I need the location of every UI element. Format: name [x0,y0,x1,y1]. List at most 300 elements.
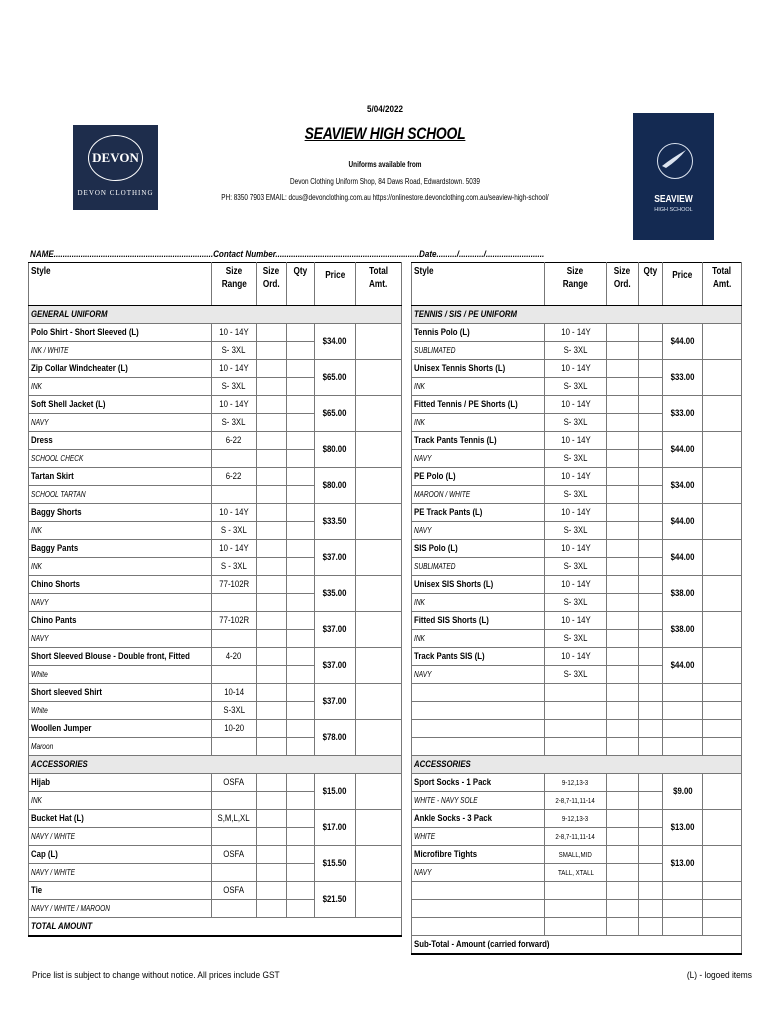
item-colour: INK / WHITE [29,342,212,360]
qty-cell[interactable] [287,810,315,828]
right-blank-rows-2 [412,882,742,936]
size-range-2: S - 3XL [212,558,257,576]
item-name: Dress [29,432,212,450]
qty-cell[interactable] [287,846,315,864]
item-row [29,576,402,594]
size-ordered-cell[interactable] [257,738,287,756]
item-row [412,576,742,594]
size-ordered-cell[interactable] [257,396,287,414]
item-colour: SCHOOL TARTAN [29,486,212,504]
item-colour: INK [29,558,212,576]
qty-cell[interactable] [287,720,315,738]
blank-cell[interactable] [607,684,639,702]
qty-cell[interactable] [287,522,315,540]
size-range-2 [212,738,257,756]
col-size-ord: Size Ord. [607,263,639,306]
total-cell[interactable] [703,810,742,846]
item-colour: INK [29,522,212,540]
blank-cell[interactable] [545,900,607,918]
item-colour: White [29,702,212,720]
size-range-2: S- 3XL [545,450,607,468]
total-cell[interactable] [703,774,742,810]
qty-cell[interactable] [287,684,315,702]
size-range: 10 - 14Y [545,432,607,450]
qty-cell[interactable] [639,468,663,486]
blank-cell[interactable] [607,720,639,738]
item-price: $21.50 [315,882,356,918]
size-ordered-cell[interactable] [257,342,287,360]
size-ordered-cell[interactable] [607,540,639,558]
blank-cell[interactable] [663,702,703,720]
qty-cell[interactable] [639,360,663,378]
item-row [29,810,402,828]
size-ordered-cell[interactable] [607,522,639,540]
size-range-2: S- 3XL [212,378,257,396]
qty-cell[interactable] [287,432,315,450]
item-colour: INK [412,594,545,612]
blank-cell[interactable] [703,882,742,900]
total-cell[interactable] [356,432,402,468]
blank-cell[interactable] [639,918,663,936]
item-name: Fitted SIS Shorts (L) [412,612,545,630]
size-ordered-cell[interactable] [607,648,639,666]
size-ordered-cell[interactable] [607,792,639,810]
sub-total: Sub-Total - Amount (carried forward) [412,936,742,955]
item-colour: NAVY / WHITE [29,864,212,882]
total-cell[interactable] [356,396,402,432]
size-ordered-cell[interactable] [257,828,287,846]
size-ordered-cell[interactable] [257,666,287,684]
item-price: $34.00 [315,324,356,360]
size-range: 77-102R [212,576,257,594]
size-ordered-cell[interactable] [257,504,287,522]
size-ordered-cell[interactable] [607,324,639,342]
item-row [29,468,402,486]
size-ordered-cell[interactable] [607,486,639,504]
total-cell[interactable] [703,396,742,432]
item-colour: WHITE - NAVY SOLE [412,792,545,810]
size-ordered-cell[interactable] [607,594,639,612]
blank-cell[interactable] [545,738,607,756]
total-cell[interactable] [703,504,742,540]
item-name: Cap (L) [29,846,212,864]
item-colour: NAVY / WHITE / MAROON [29,900,212,918]
size-ordered-cell[interactable] [257,414,287,432]
qty-cell[interactable] [639,774,663,792]
size-ordered-cell[interactable] [257,648,287,666]
size-range-2 [212,594,257,612]
col-size-ord: Size Ord. [257,263,287,306]
item-colour: INK [29,378,212,396]
devon-logo [73,125,158,210]
size-ordered-cell[interactable] [257,594,287,612]
qty-cell[interactable] [639,504,663,522]
blank-cell[interactable] [545,684,607,702]
blank-cell[interactable] [663,684,703,702]
item-price: $15.50 [315,846,356,882]
size-ordered-cell[interactable] [607,630,639,648]
total-cell[interactable] [356,684,402,720]
item-row [29,774,402,792]
qty-cell[interactable] [639,810,663,828]
size-ordered-cell[interactable] [257,522,287,540]
total-cell[interactable] [356,810,402,846]
item-price: $33.00 [663,360,703,396]
size-ordered-cell[interactable] [257,864,287,882]
size-ordered-cell[interactable] [607,612,639,630]
total-cell[interactable] [356,612,402,648]
size-range-2 [212,630,257,648]
size-ordered-cell[interactable] [257,468,287,486]
size-ordered-cell[interactable] [607,828,639,846]
blank-cell[interactable] [412,738,545,756]
size-ordered-cell[interactable] [257,846,287,864]
item-price: $65.00 [315,396,356,432]
total-cell[interactable] [703,612,742,648]
size-range: 77-102R [212,612,257,630]
blank-cell[interactable] [607,882,639,900]
total-cell[interactable] [703,846,742,882]
size-ordered-cell[interactable] [257,432,287,450]
size-ordered-cell[interactable] [607,396,639,414]
left-accessories [29,774,402,918]
left-items [29,324,402,756]
col-style: Style [412,263,545,306]
size-ordered-cell[interactable] [607,432,639,450]
qty-cell[interactable] [287,540,315,558]
blank-row [412,900,742,918]
size-ordered-cell[interactable] [607,576,639,594]
item-colour: NAVY [29,594,212,612]
qty-cell[interactable] [639,324,663,342]
item-colour: MAROON / WHITE [412,486,545,504]
qty-cell[interactable] [639,342,663,360]
item-name: Unisex Tennis Shorts (L) [412,360,545,378]
item-name: SIS Polo (L) [412,540,545,558]
size-ordered-cell[interactable] [607,666,639,684]
total-cell[interactable] [356,576,402,612]
size-ordered-cell[interactable] [607,504,639,522]
qty-cell[interactable] [287,504,315,522]
blank-cell[interactable] [412,918,545,936]
qty-cell[interactable] [639,522,663,540]
total-cell[interactable] [703,576,742,612]
qty-cell[interactable] [639,414,663,432]
qty-cell[interactable] [639,630,663,648]
item-price: $38.00 [663,576,703,612]
size-range-2: S- 3XL [212,342,257,360]
blank-cell[interactable] [607,900,639,918]
col-total: Total Amt. [356,263,402,306]
size-range: 10 - 14Y [545,576,607,594]
size-ordered-cell[interactable] [257,900,287,918]
blank-cell[interactable] [703,918,742,936]
size-ordered-cell[interactable] [257,720,287,738]
qty-cell[interactable] [287,738,315,756]
right-accessories [412,774,742,882]
size-ordered-cell[interactable] [257,702,287,720]
qty-cell[interactable] [287,396,315,414]
size-range-2: S- 3XL [545,414,607,432]
size-range-2 [212,900,257,918]
size-range-2: S - 3XL [212,522,257,540]
item-price: $37.00 [315,612,356,648]
size-range: 10 - 14Y [212,360,257,378]
blank-cell[interactable] [639,720,663,738]
size-range-2 [212,864,257,882]
qty-cell[interactable] [287,630,315,648]
size-ordered-cell[interactable] [607,864,639,882]
blank-cell[interactable] [703,702,742,720]
size-ordered-cell[interactable] [257,576,287,594]
total-cell[interactable] [356,540,402,576]
devon-logo-word: DEVON [92,150,139,165]
size-ordered-cell[interactable] [607,558,639,576]
item-name: Chino Pants [29,612,212,630]
qty-cell[interactable] [639,378,663,396]
item-price: $37.00 [315,648,356,684]
item-row [29,432,402,450]
total-cell[interactable] [703,468,742,504]
size-ordered-cell[interactable] [257,486,287,504]
qty-cell[interactable] [639,576,663,594]
size-ordered-cell[interactable] [257,810,287,828]
blank-cell[interactable] [639,738,663,756]
seaview-logo [633,113,714,240]
qty-cell[interactable] [639,594,663,612]
blank-cell[interactable] [545,918,607,936]
qty-cell[interactable] [287,414,315,432]
qty-cell[interactable] [639,396,663,414]
item-name: Sport Socks - 1 Pack [412,774,545,792]
total-cell[interactable] [703,540,742,576]
blank-cell[interactable] [663,900,703,918]
size-range-2: S- 3XL [545,378,607,396]
blank-cell[interactable] [607,918,639,936]
blank-cell[interactable] [545,882,607,900]
size-ordered-cell[interactable] [257,360,287,378]
blank-cell[interactable] [703,900,742,918]
size-range: SMALL,MID [545,846,607,864]
item-price: $65.00 [315,360,356,396]
qty-cell[interactable] [287,468,315,486]
qty-cell[interactable] [287,360,315,378]
item-name: Track Pants Tennis (L) [412,432,545,450]
size-ordered-cell[interactable] [257,540,287,558]
blank-cell[interactable] [703,684,742,702]
size-range: 4-20 [212,648,257,666]
seaview-logo-word: SEAVIEW [654,194,693,205]
qty-cell[interactable] [287,594,315,612]
blank-cell[interactable] [639,882,663,900]
qty-cell[interactable] [287,792,315,810]
item-name: PE Polo (L) [412,468,545,486]
item-name: Microfibre Tights [412,846,545,864]
total-cell[interactable] [703,432,742,468]
qty-cell[interactable] [287,774,315,792]
size-range-2 [212,666,257,684]
total-cell[interactable] [356,468,402,504]
blank-cell[interactable] [703,738,742,756]
size-ordered-cell[interactable] [257,882,287,900]
size-range: 6-22 [212,432,257,450]
item-row [412,360,742,378]
size-ordered-cell[interactable] [257,378,287,396]
size-ordered-cell[interactable] [257,612,287,630]
qty-cell[interactable] [287,900,315,918]
qty-cell[interactable] [639,648,663,666]
item-colour: Maroon [29,738,212,756]
qty-cell[interactable] [287,558,315,576]
size-range: 10 - 14Y [545,324,607,342]
item-row [412,774,742,792]
blank-cell[interactable] [412,702,545,720]
qty-cell[interactable] [287,576,315,594]
blank-cell[interactable] [607,738,639,756]
item-colour: White [29,666,212,684]
qty-cell[interactable] [287,702,315,720]
total-cell[interactable] [356,648,402,684]
size-ordered-cell[interactable] [257,558,287,576]
qty-cell[interactable] [639,450,663,468]
size-ordered-cell[interactable] [257,792,287,810]
item-name: Baggy Pants [29,540,212,558]
size-range-2: 2-8,7-11,11-14 [545,828,607,846]
document-date: 5/04/2022 [367,104,403,115]
size-range: 10 - 14Y [212,504,257,522]
total-cell[interactable] [356,846,402,882]
blank-cell[interactable] [663,918,703,936]
total-cell[interactable] [356,324,402,360]
size-range-2 [212,450,257,468]
blank-cell[interactable] [412,900,545,918]
blank-cell[interactable] [639,900,663,918]
size-ordered-cell[interactable] [607,450,639,468]
size-ordered-cell[interactable] [607,810,639,828]
item-colour: SUBLIMATED [412,558,545,576]
size-ordered-cell[interactable] [257,630,287,648]
footer-price-note: Price list is subject to change without notice. All prices include GST [32,970,280,981]
blank-cell[interactable] [607,702,639,720]
item-colour: NAVY / WHITE [29,828,212,846]
qty-cell[interactable] [287,486,315,504]
blank-cell[interactable] [663,738,703,756]
blank-cell[interactable] [412,684,545,702]
seaview-logo-sub: HIGH SCHOOL [654,207,693,213]
item-colour: INK [412,378,545,396]
size-ordered-cell[interactable] [607,468,639,486]
item-row [412,432,742,450]
size-ordered-cell[interactable] [607,342,639,360]
qty-cell[interactable] [639,558,663,576]
qty-cell[interactable] [639,540,663,558]
item-name: Hijab [29,774,212,792]
total-cell[interactable] [703,648,742,684]
size-ordered-cell[interactable] [607,774,639,792]
qty-cell[interactable] [639,666,663,684]
qty-cell[interactable] [287,324,315,342]
item-row [412,324,742,342]
size-ordered-cell[interactable] [257,684,287,702]
qty-cell[interactable] [287,450,315,468]
item-row [29,612,402,630]
blank-cell[interactable] [545,702,607,720]
item-colour: NAVY [412,522,545,540]
item-price: $44.00 [663,504,703,540]
item-row [29,540,402,558]
size-ordered-cell[interactable] [607,414,639,432]
item-price: $9.00 [663,774,703,810]
qty-cell[interactable] [287,648,315,666]
total-cell[interactable] [356,720,402,756]
size-range-2: 2-8,7-11,11-14 [545,792,607,810]
blank-cell[interactable] [412,882,545,900]
size-range-2 [212,828,257,846]
qty-cell[interactable] [639,486,663,504]
qty-cell[interactable] [639,846,663,864]
item-price: $38.00 [663,612,703,648]
qty-cell[interactable] [287,612,315,630]
total-cell[interactable] [703,360,742,396]
total-cell[interactable] [356,882,402,918]
size-ordered-cell[interactable] [607,846,639,864]
item-row [412,648,742,666]
col-size-range: Size Range [212,263,257,306]
blank-cell[interactable] [663,720,703,738]
blank-cell[interactable] [663,882,703,900]
item-colour: SCHOOL CHECK [29,450,212,468]
size-ordered-cell[interactable] [257,774,287,792]
item-price: $44.00 [663,540,703,576]
item-price: $33.00 [663,396,703,432]
blank-cell[interactable] [639,684,663,702]
size-ordered-cell[interactable] [607,360,639,378]
qty-cell[interactable] [639,612,663,630]
blank-cell[interactable] [412,720,545,738]
size-ordered-cell[interactable] [257,324,287,342]
section-tennis-sis-pe: TENNIS / SIS / PE UNIFORM [412,306,742,324]
qty-cell[interactable] [287,666,315,684]
qty-cell[interactable] [287,882,315,900]
qty-cell[interactable] [639,864,663,882]
total-cell[interactable] [356,774,402,810]
qty-cell[interactable] [287,378,315,396]
blank-cell[interactable] [703,720,742,738]
total-cell[interactable] [356,360,402,396]
size-ordered-cell[interactable] [607,378,639,396]
total-cell[interactable] [703,324,742,360]
size-range-2: S- 3XL [545,342,607,360]
blank-cell[interactable] [545,720,607,738]
size-ordered-cell[interactable] [257,450,287,468]
item-row [412,612,742,630]
section-general-uniform: GENERAL UNIFORM [29,306,402,324]
qty-cell[interactable] [287,828,315,846]
item-name: Chino Shorts [29,576,212,594]
qty-cell[interactable] [639,432,663,450]
item-row [412,846,742,864]
qty-cell[interactable] [287,864,315,882]
qty-cell[interactable] [639,792,663,810]
qty-cell[interactable] [287,342,315,360]
total-cell[interactable] [356,504,402,540]
item-price: $80.00 [315,468,356,504]
item-row [29,648,402,666]
subtitle: Uniforms available from [348,160,422,169]
blank-cell[interactable] [639,702,663,720]
qty-cell[interactable] [639,828,663,846]
size-range-2: S- 3XL [545,666,607,684]
